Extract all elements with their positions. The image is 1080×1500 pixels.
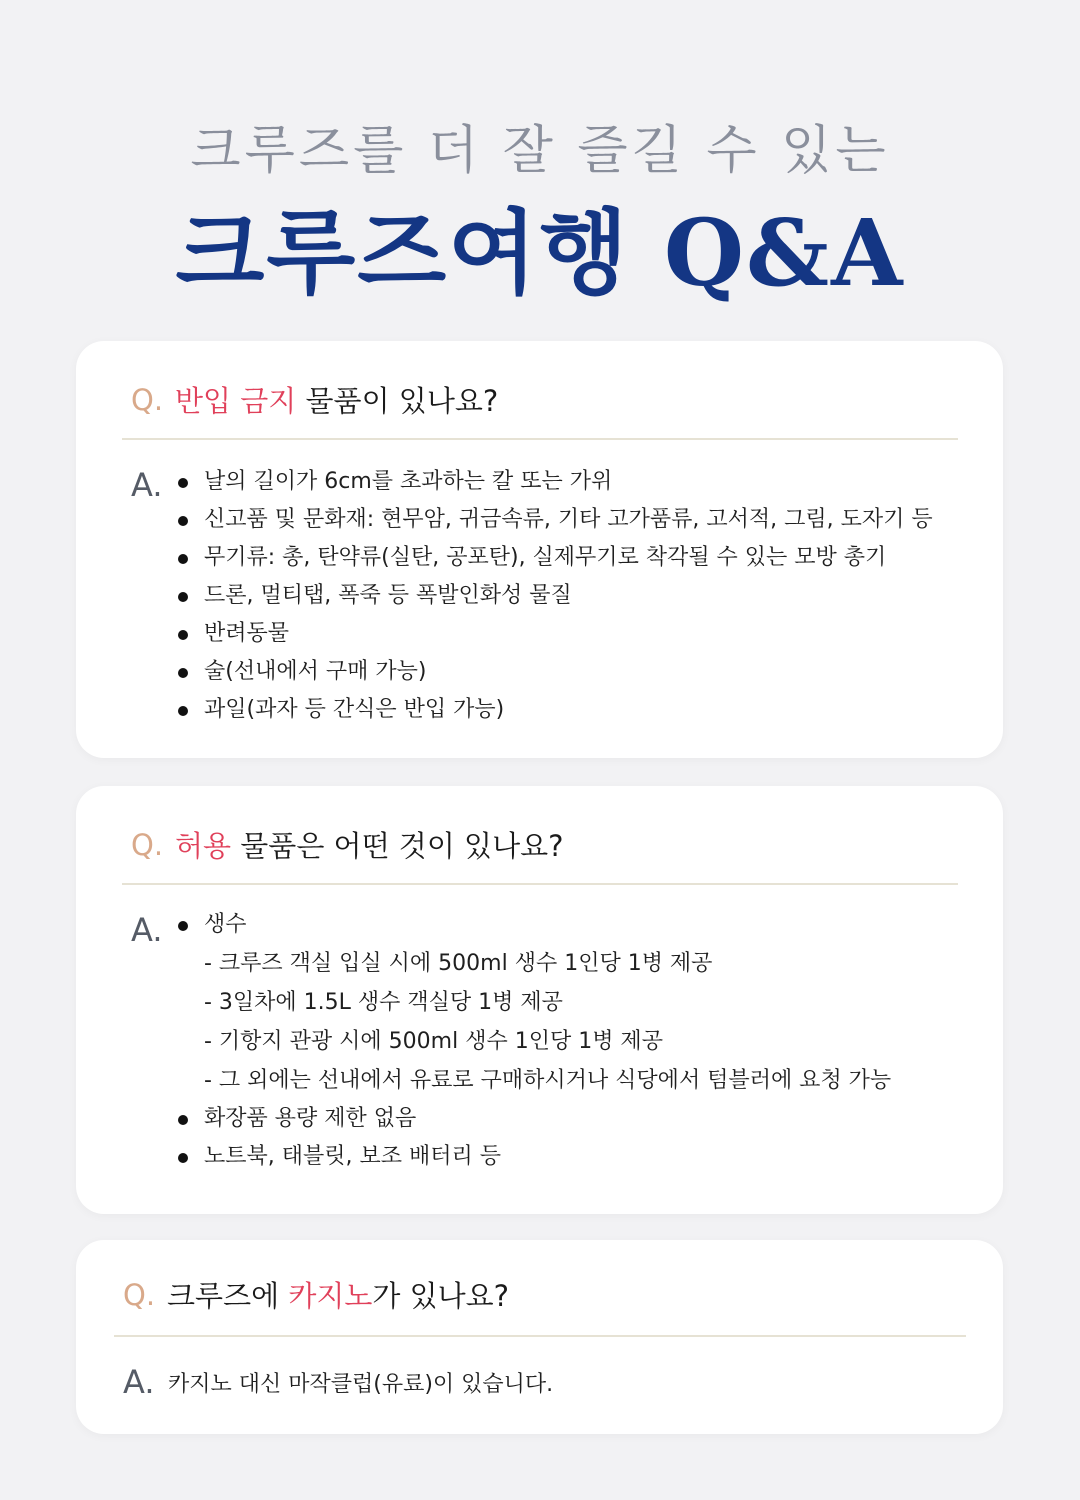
qa-card-casino xyxy=(76,1240,1003,1434)
question-mark: Q. xyxy=(131,382,164,417)
page-subtitle: 크루즈를 더 잘 즐길 수 있는 xyxy=(190,121,890,181)
list-item: 화장품 용량 제한 없음 xyxy=(176,1100,891,1138)
question-prefix: 크루즈에 xyxy=(167,1279,289,1313)
qa-card-prohibited-items xyxy=(76,341,1003,758)
page-title: 크루즈여행 Q&A xyxy=(175,199,905,307)
list-item: 반려동물 xyxy=(176,615,933,653)
list-item: 날의 길이가 6cm를 초과하는 칼 또는 가위 xyxy=(176,463,933,501)
list-item: 생수 xyxy=(176,906,891,944)
list-item: 노트북, 태블릿, 보조 배터리 등 xyxy=(176,1138,891,1176)
divider xyxy=(114,1335,966,1337)
list-subitem: - 기항지 관광 시에 500ml 생수 1인당 1병 제공 xyxy=(204,1029,663,1054)
list-item: 무기류: 총, 탄약류(실탄, 공포탄), 실제무기로 착각될 수 있는 모방 총기 xyxy=(176,539,933,577)
question-mark: Q. xyxy=(123,1277,156,1312)
question-highlight: 반입 금지 xyxy=(175,384,297,418)
question-highlight: 카지노 xyxy=(288,1279,373,1313)
question-text: 가 있나요? xyxy=(372,1279,510,1313)
divider xyxy=(122,883,958,885)
answer-mark: A. xyxy=(131,466,163,504)
question xyxy=(131,824,563,865)
list-item: 과일(과자 등 간식은 반입 가능) xyxy=(176,691,933,729)
answer-list xyxy=(176,463,933,729)
question xyxy=(123,1274,509,1315)
answer-mark: A. xyxy=(131,911,163,949)
question-mark: Q. xyxy=(131,827,164,862)
answer-list xyxy=(176,906,891,1176)
list-item: 신고품 및 문화재: 현무암, 귀금속류, 기타 고가품류, 고서적, 그림, 도자기 등 xyxy=(176,501,933,539)
list-item: 드론, 멀티탭, 폭죽 등 폭발인화성 물질 xyxy=(176,577,933,615)
answer-mark: A. xyxy=(123,1363,155,1401)
list-item: 술(선내에서 구매 가능) xyxy=(176,653,933,691)
list-subitem: - 그 외에는 선내에서 유료로 구매하시거나 식당에서 텀블러에 요청 가능 xyxy=(204,1068,892,1093)
question-highlight: 허용 xyxy=(175,829,232,863)
qa-card-allowed-items xyxy=(76,786,1003,1214)
divider xyxy=(122,438,958,440)
answer-text: 카지노 대신 마작클럽(유료)이 있습니다. xyxy=(168,1372,554,1397)
question-text: 물품이 있나요? xyxy=(296,384,499,418)
question xyxy=(131,379,498,420)
question-text: 물품은 어떤 것이 있나요? xyxy=(231,829,564,863)
list-subitem: - 3일차에 1.5L 생수 객실당 1병 제공 xyxy=(204,990,563,1015)
list-subitem: - 크루즈 객실 입실 시에 500ml 생수 1인당 1병 제공 xyxy=(204,951,713,976)
